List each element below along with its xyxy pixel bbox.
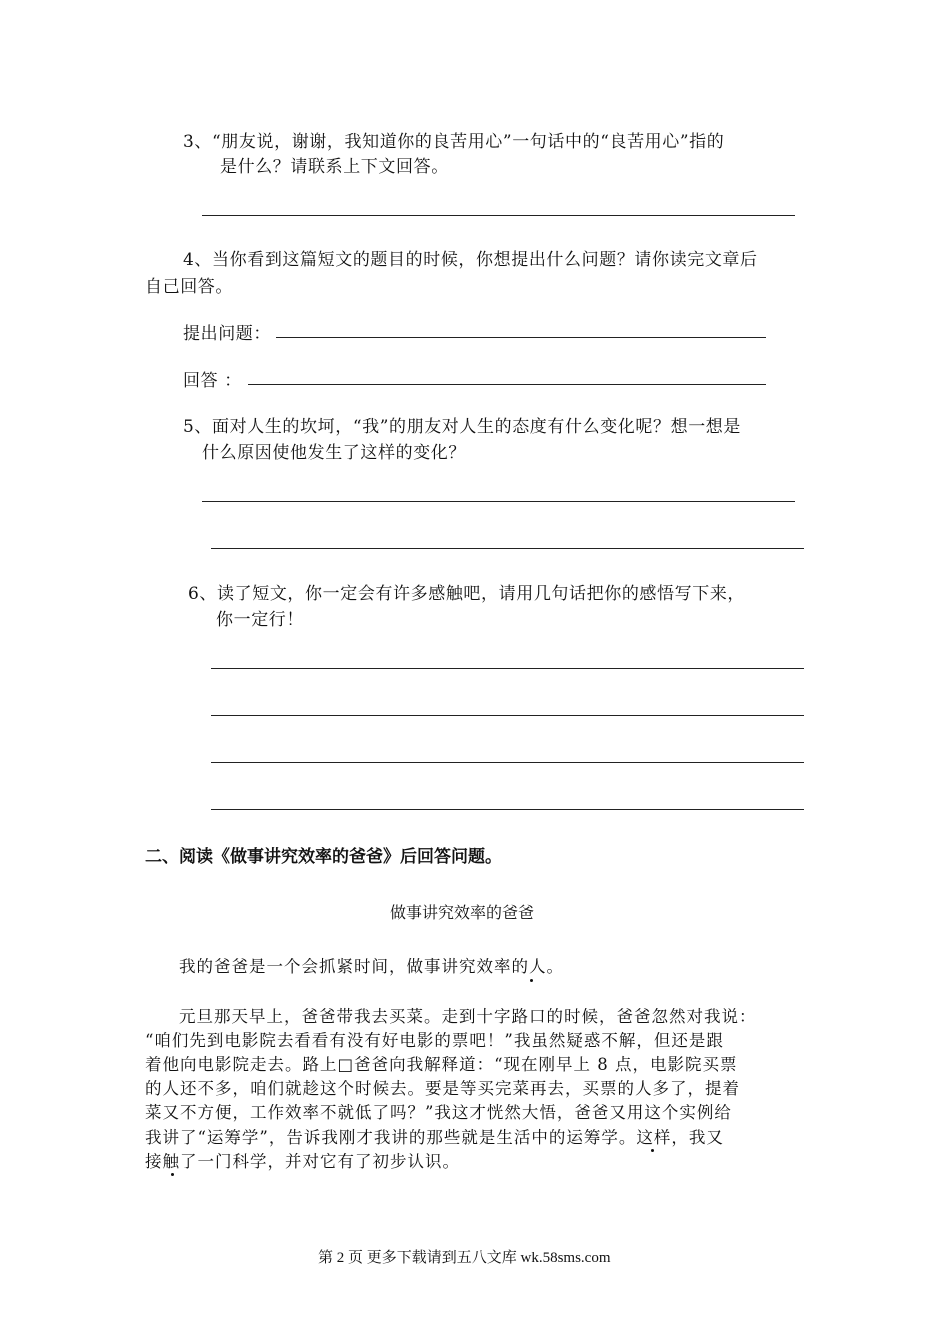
question-6-line-2: 你一定行！	[216, 610, 304, 630]
passage-paragraph-1: 我的爸爸是一个会抓紧时间，做事讲究效率的人。	[179, 957, 564, 976]
question-3-line-2: 是什么？请联系上下文回答。	[220, 157, 449, 177]
passage-title: 做事讲究效率的爸爸	[390, 903, 535, 922]
passage-line: 菜又不方便，工作效率不就低了吗？”我这才恍然大悟，爸爸又用这个实例给	[145, 1103, 732, 1122]
ask-question-label: 提出问题：	[183, 324, 271, 344]
question-6-line-1: 6、读了短文，你一定会有许多感触吧，请用几句话把你的感悟写下来，	[188, 584, 746, 604]
question-5-line-1: 5、面对人生的坎坷，“我”的朋友对人生的态度有什么变化呢？想一想是	[183, 417, 741, 437]
answer-line	[211, 668, 804, 669]
passage-line: “咱们先到电影院去看看有没有好电影的票吧！”我虽然疑惑不解，但还是跟	[145, 1031, 724, 1050]
answer-line	[202, 215, 795, 216]
answer-line	[211, 809, 804, 810]
answer-line	[248, 384, 766, 385]
question-4-line-2: 自己回答。	[145, 277, 233, 297]
answer-line	[211, 715, 804, 716]
emphasis-dot	[651, 1149, 654, 1152]
passage-line: 着他向电影院走去。路上□爸爸向我解释道：“现在刚早上 8 点，电影院买票	[145, 1055, 738, 1074]
answer-label: 回答 ：	[183, 371, 242, 391]
section-heading: 二、阅读《做事讲究效率的爸爸》后回答问题。	[145, 847, 502, 867]
answer-line	[202, 501, 795, 502]
question-4-line-1: 4、当你看到这篇短文的题目的时候，你想提出什么问题？请你读完文章后	[183, 250, 758, 270]
page-footer: 第 2 页 更多下载请到五八文库 wk.58sms.com	[318, 1250, 611, 1266]
question-5-line-2: 什么原因使他发生了这样的变化？	[202, 443, 466, 463]
question-3-line-1: 3、“朋友说，谢谢，我知道你的良苦用心”一句话中的“良苦用心”指的	[183, 132, 725, 152]
passage-line: 我讲了“运筹学”，告诉我刚才我讲的那些就是生活中的运筹学。这样，我又	[145, 1128, 724, 1147]
passage-line: 元旦那天早上，爸爸带我去买菜。走到十字路口的时候，爸爸忽然对我说：	[179, 1007, 757, 1026]
passage-line: 的人还不多，咱们就趁这个时候去。要是等买完菜再去，买票的人多了，提着	[145, 1079, 740, 1098]
answer-line	[211, 548, 804, 549]
answer-line	[211, 762, 804, 763]
passage-line: 接触了一门科学，并对它有了初步认识。	[145, 1152, 460, 1171]
emphasis-dot	[530, 979, 533, 982]
emphasis-dot	[171, 1173, 174, 1176]
ask-question-line	[276, 337, 766, 338]
